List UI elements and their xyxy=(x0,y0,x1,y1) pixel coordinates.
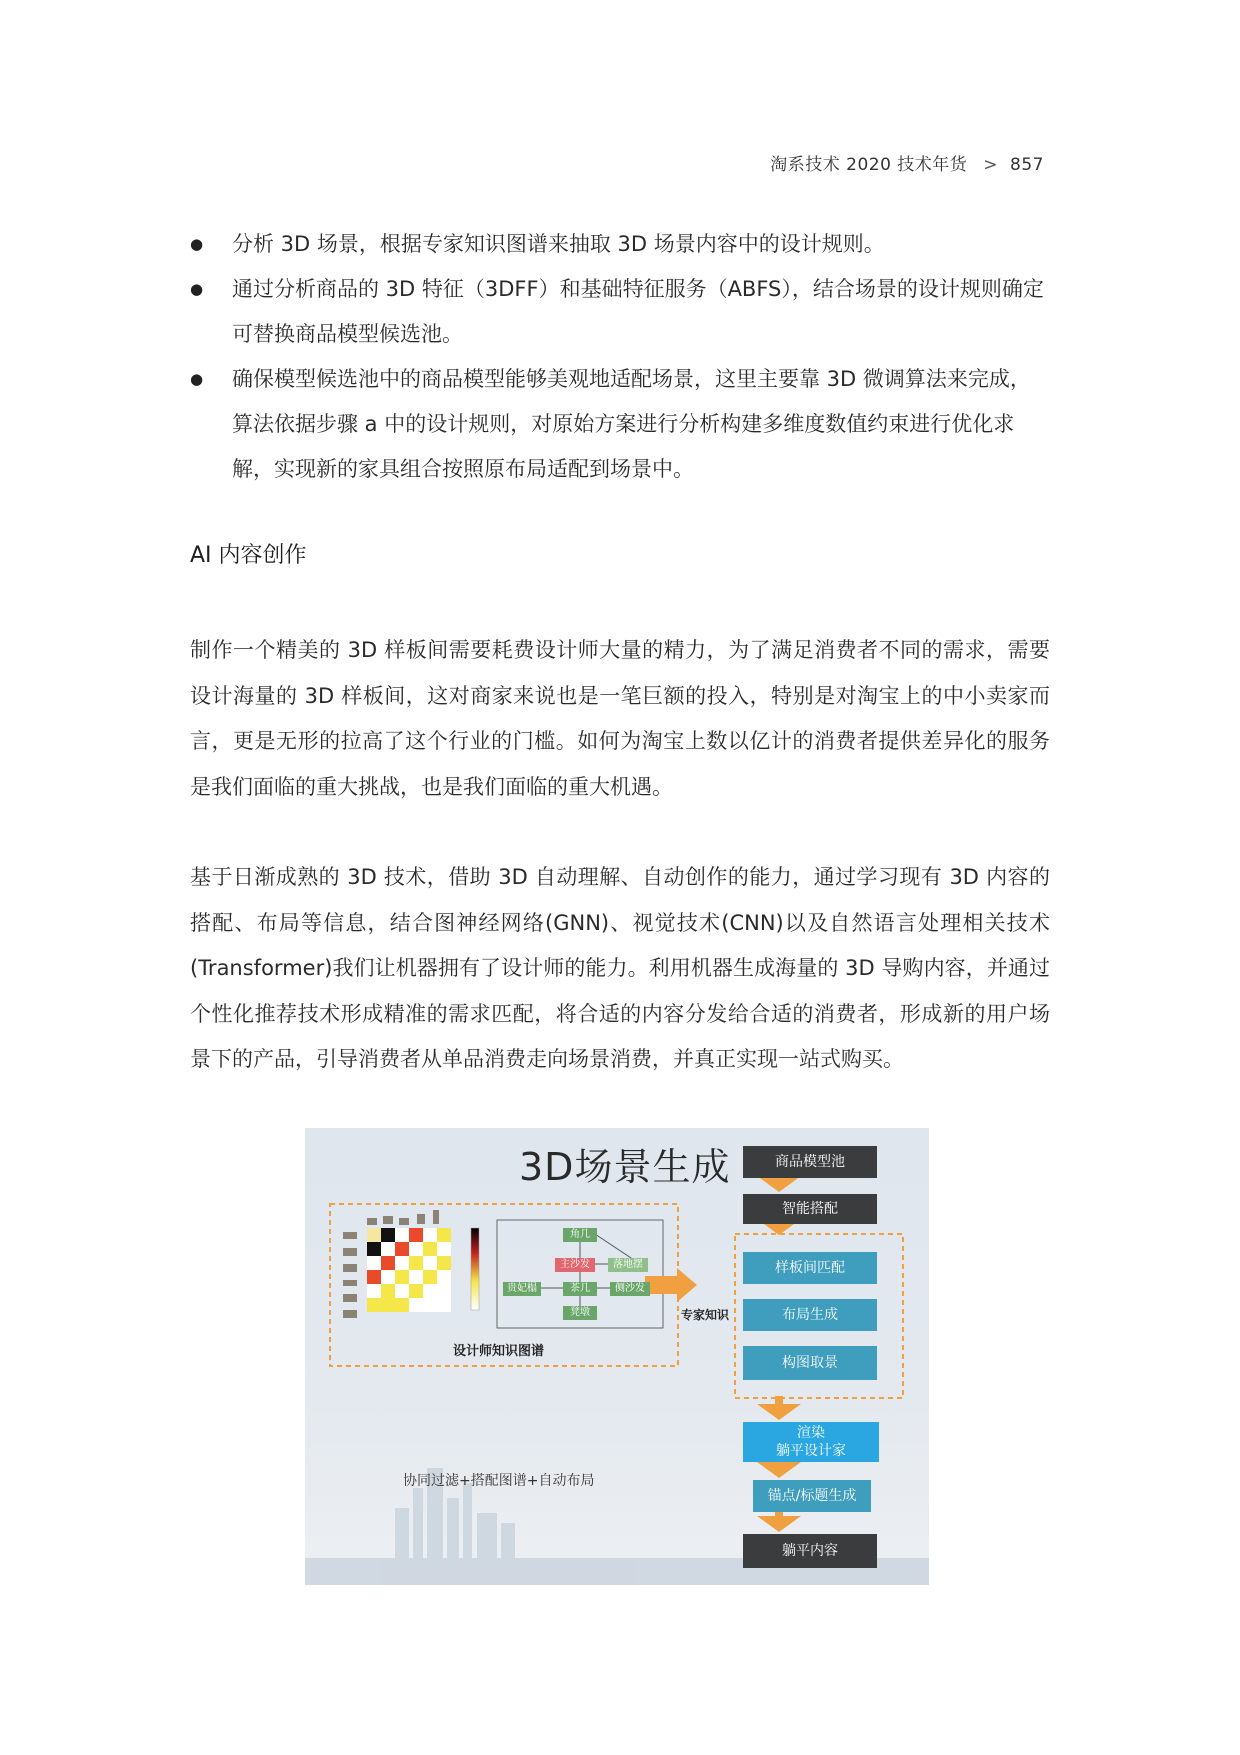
kg-node-tea-table: 茶几 xyxy=(563,1282,597,1296)
header-separator: > xyxy=(983,155,999,175)
page-number: 857 xyxy=(1010,155,1044,175)
kg-node-corner-table: 角几 xyxy=(563,1228,597,1242)
figure-title: 3D场景生成 xyxy=(519,1145,731,1189)
kg-edges xyxy=(527,1234,640,1313)
page-header xyxy=(770,150,1044,175)
kg-node-side-sofa: 侧沙发 xyxy=(610,1282,650,1296)
kg-node-chaise: 贵妃榻 xyxy=(503,1282,541,1296)
bullet-list xyxy=(190,222,1050,492)
flow-step-layout: 布局生成 xyxy=(743,1299,877,1331)
list-item: ● 确保模型候选池中的商品模型能够美观地适配场景，这里主要靠 3D 微调算法来完成，算法依据步骤 a 中的设计规则，对原始方案进行分析构建多维度数值约束进行优化求解，实现新的家具组合按照原布局适配到场景中。 xyxy=(190,357,1050,492)
flow-step-output: 躺平内容 xyxy=(743,1534,877,1568)
render-sub-label: 躺平设计家 xyxy=(776,1443,846,1459)
book-title: 淘系技术 2020 技术年货 xyxy=(770,155,968,175)
paragraph: 基于日渐成熟的 3D 技术，借助 3D 自动理解、自动创作的能力，通过学习现有 3D 内容的搭配、布局等信息，结合图神经网络(GNN)、视觉技术(CNN)以及自然语言处理相关技术(Transformer)我们让机器拥有了设计师的能力。利用机器生成海量的 3D 导购内容，并通过个性化推荐技术形成精准的需求匹配，将合适的内容分发给合适的消费者，形成新的用户场景下的产品，引导消费者从单品消费走向场景消费，并真正实现一站式购买。 xyxy=(190,865,1050,1071)
section-title: AI 内容创作 xyxy=(190,543,307,568)
arrow-right-icon xyxy=(645,1268,697,1302)
kg-node-floor-lamp: 落地摆 xyxy=(608,1258,648,1272)
expert-knowledge-label: 专家知识 xyxy=(681,1308,730,1322)
flow-step-match: 智能搭配 xyxy=(743,1194,877,1224)
heatmap-matrix xyxy=(367,1228,451,1312)
kg-node-stool: 凳墩 xyxy=(563,1306,597,1320)
render-label: 渲染 xyxy=(797,1425,825,1441)
figure-3d-scene-generation xyxy=(305,1128,929,1585)
colorbar xyxy=(471,1228,479,1310)
kg-caption: 设计师知识图谱 xyxy=(453,1344,545,1359)
bottom-caption: 协同过滤+搭配图谱+自动布局 xyxy=(403,1473,595,1489)
flow-step-pool: 商品模型池 xyxy=(743,1146,877,1178)
flow-step-anchor: 锚点/标题生成 xyxy=(753,1480,871,1512)
list-item: ● 通过分析商品的 3D 特征（3DFF）和基础特征服务（ABFS），结合场景的设计规则确定可替换商品模型候选池。 xyxy=(190,267,1050,357)
kg-node-main-sofa: 主沙发 xyxy=(555,1258,595,1272)
flow-step-room-match: 样板间匹配 xyxy=(743,1252,877,1284)
paragraph: 制作一个精美的 3D 样板间需要耗费设计师大量的精力，为了满足消费者不同的需求，需要设计海量的 3D 样板间，这对商家来说也是一笔巨额的投入，特别是对淘宝上的中小卖家而言，更是无形的拉高了这个行业的门槛。如何为淘宝上数以亿计的消费者提供差异化的服务是我们面临的重大挑战，也是我们面临的重大机遇。 xyxy=(190,638,1050,799)
flow-step-render xyxy=(743,1422,879,1462)
flow-step-compose: 构图取景 xyxy=(743,1346,877,1380)
list-item: ● 分析 3D 场景，根据专家知识图谱来抽取 3D 场景内容中的设计规则。 xyxy=(190,222,1050,267)
